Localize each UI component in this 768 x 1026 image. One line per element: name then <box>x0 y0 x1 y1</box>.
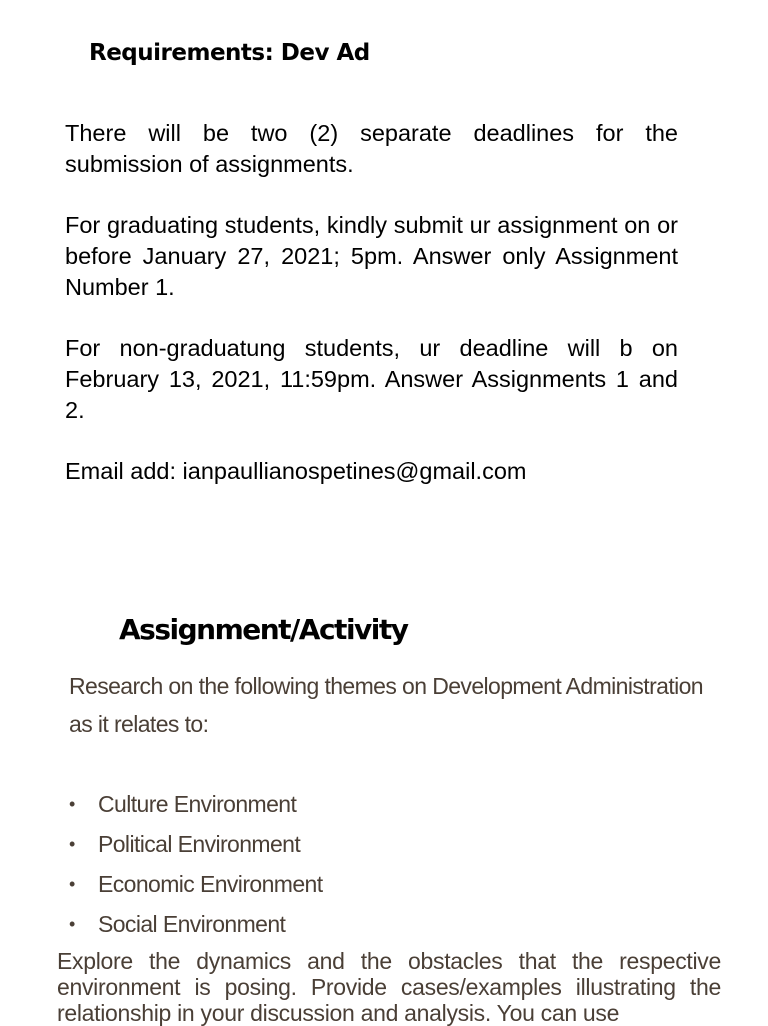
theme-label: Culture Environment <box>98 791 297 817</box>
graduating-deadline-paragraph: For graduating students, kindly submit ur assignment on or before January 27, 2021; 5pm. Answer only Assignment Number 1. <box>65 212 678 300</box>
themes-list <box>69 784 323 944</box>
bullet-icon: • <box>69 834 75 854</box>
bullet-icon: • <box>69 874 75 894</box>
list-item <box>69 784 323 824</box>
bullet-icon: • <box>69 794 75 814</box>
theme-label: Economic Environment <box>98 871 323 897</box>
deadline-overview-paragraph: There will be two (2) separate deadlines for the submission of assignments. <box>65 120 678 177</box>
list-item <box>69 864 323 904</box>
list-item <box>69 824 323 864</box>
research-intro: Research on the following themes on Development Administration as it relates to: <box>69 673 704 737</box>
requirements-title: Requirements: Dev Ad <box>89 40 370 66</box>
email-paragraph: Email add: ianpaullianospetines@gmail.com <box>65 458 527 484</box>
theme-label: Social Environment <box>98 911 286 937</box>
assignment-title: Assignment/Activity <box>119 613 408 646</box>
theme-label: Political Environment <box>98 831 301 857</box>
list-item <box>69 904 323 944</box>
bullet-icon: • <box>69 914 75 934</box>
instructions-paragraph: Explore the dynamics and the obstacles that the respective environment is posing. Provide cases/examples illustrating the relationship in your discussion and analysis. You can use <box>57 948 721 1026</box>
non-graduating-deadline-paragraph: For non-graduatung students, ur deadline will b on February 13, 2021, 11:59pm. Answer Assignments 1 and 2. <box>65 335 678 423</box>
